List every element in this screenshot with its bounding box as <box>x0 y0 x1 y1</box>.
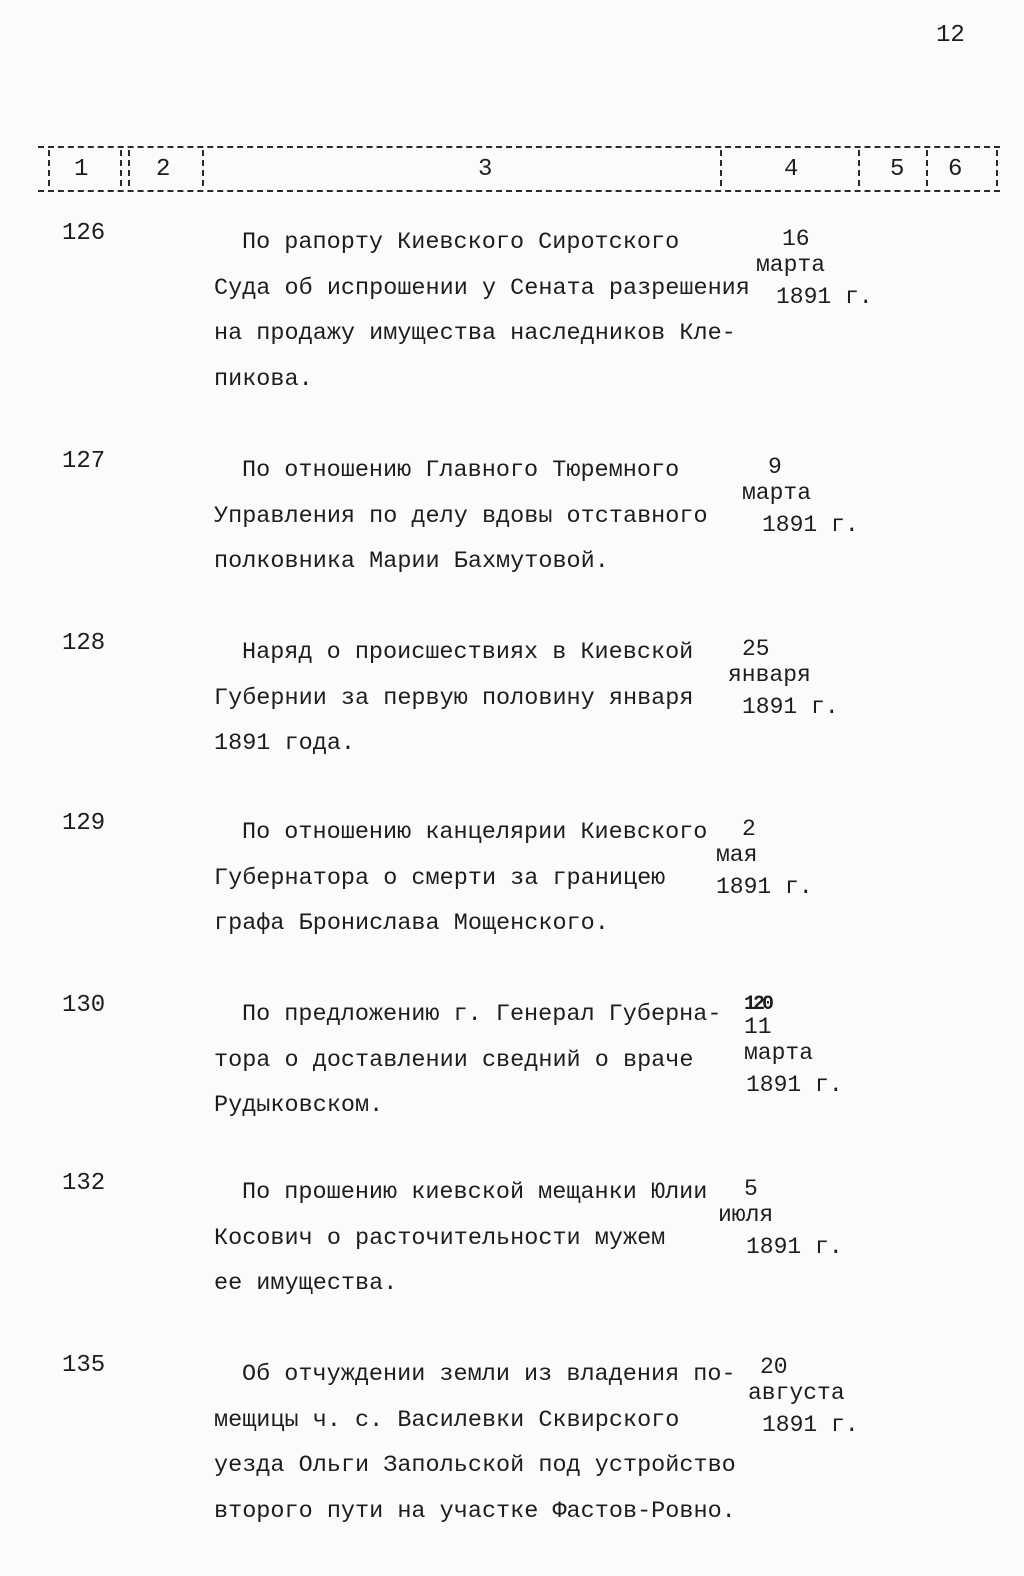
date-year: 1891 г. <box>716 874 813 900</box>
date-year: 1891 г. <box>776 284 873 310</box>
date-year: 1891 г. <box>742 694 839 720</box>
column-separator <box>996 150 998 186</box>
column-separator <box>120 150 122 186</box>
record-text-line: графа Бронислава Мощенского. <box>214 910 609 937</box>
record-number: 127 <box>62 448 106 475</box>
date-year: 1891 г. <box>746 1234 843 1260</box>
record-text-line: второго пути на участке Фастов-Ровно. <box>214 1497 736 1525</box>
date-month: мая <box>716 842 758 868</box>
record-number: 126 <box>62 220 106 247</box>
date-month: марта <box>744 1040 814 1066</box>
column-label-4: 4 <box>784 156 799 183</box>
record-number: 128 <box>62 630 106 657</box>
record-text-line: По предложению г. Генерал Губерна- <box>242 1001 722 1028</box>
column-separator <box>128 150 130 186</box>
date-year: 1891 г. <box>762 512 859 538</box>
record-description <box>214 448 744 585</box>
page-number: 12 <box>936 22 965 49</box>
date-day: 11 <box>744 1014 772 1040</box>
record-date <box>742 454 859 538</box>
date-day: 25 <box>742 636 770 662</box>
column-label-3: 3 <box>478 156 493 183</box>
record-text-line: на продажу имущества наследников Кле- <box>214 320 736 347</box>
record-text-line: ее имущества. <box>214 1270 398 1297</box>
record-number: 135 <box>62 1352 106 1379</box>
record-text-line: Суда об испрошении у Сената разрешения <box>214 274 750 302</box>
date-day: 2 <box>742 816 756 842</box>
date-day: 20 <box>760 1354 788 1380</box>
record-description <box>214 220 750 402</box>
date-month: июля <box>718 1202 774 1228</box>
record-text-line: тора о доставлении сведний о враче <box>214 1046 694 1074</box>
column-header <box>38 146 1000 192</box>
struck-number: 120 <box>744 993 772 1016</box>
record-date <box>744 993 843 1098</box>
date-day: 9 <box>768 454 782 480</box>
date-day: 16 <box>782 226 810 252</box>
record-text-line: Об отчуждении земли из владения по- <box>242 1361 736 1388</box>
record-text-line: полковника Марии Бахмутовой. <box>214 548 609 575</box>
record-text-line: По отношению канцелярии Киевского <box>242 819 708 846</box>
record-number: 130 <box>62 992 106 1019</box>
column-separator <box>720 150 722 186</box>
column-separator <box>202 150 204 186</box>
record-text-line: Рудыковском. <box>214 1092 384 1119</box>
date-year: 1891 г. <box>746 1072 843 1098</box>
date-month: января <box>728 662 811 688</box>
date-day: 5 <box>744 1176 758 1202</box>
record-description <box>214 992 744 1129</box>
record-text-line: По рапорту Киевского Сиротского <box>242 229 680 256</box>
column-label-2: 2 <box>156 156 171 183</box>
record-text-line: Наряд о происшествиях в Киевской <box>242 639 694 666</box>
record-text-line: Губернии за первую половину января <box>214 684 694 712</box>
date-month: марта <box>742 480 812 506</box>
record-text-line: мещицы ч. с. Василевки Сквирского <box>214 1406 680 1434</box>
record-text-line: Косович о расточительности мужем <box>214 1224 666 1252</box>
record-date <box>716 816 813 900</box>
column-separator <box>926 150 928 186</box>
date-year: 1891 г. <box>762 1412 859 1438</box>
record-text-line: Управления по делу вдовы отставного <box>214 502 708 530</box>
record-description <box>214 1170 744 1307</box>
column-label-6: 6 <box>948 156 963 183</box>
record-number: 132 <box>62 1170 106 1197</box>
column-label-1: 1 <box>74 156 89 183</box>
record-date <box>718 1176 843 1260</box>
record-text-line: пикова. <box>214 365 313 393</box>
column-label-5: 5 <box>890 156 905 183</box>
record-text-line: Губернатора о смерти за границею <box>214 864 666 892</box>
column-separator <box>858 150 860 186</box>
date-month: августа <box>748 1380 845 1406</box>
record-date <box>728 636 839 720</box>
record-text-line: По отношению Главного Тюремного <box>242 457 680 484</box>
date-month: марта <box>756 252 826 278</box>
record-description <box>214 630 744 767</box>
record-date <box>756 226 873 310</box>
column-separator <box>48 150 50 186</box>
record-date <box>748 1354 859 1438</box>
record-description <box>214 810 744 947</box>
record-text-line: уезда Ольги Запольской под устройство <box>214 1452 736 1479</box>
record-number: 129 <box>62 810 106 837</box>
record-text-line: По прошению киевской мещанки Юлии <box>242 1179 708 1206</box>
record-description <box>214 1352 744 1534</box>
record-text-line: 1891 года. <box>214 730 356 757</box>
